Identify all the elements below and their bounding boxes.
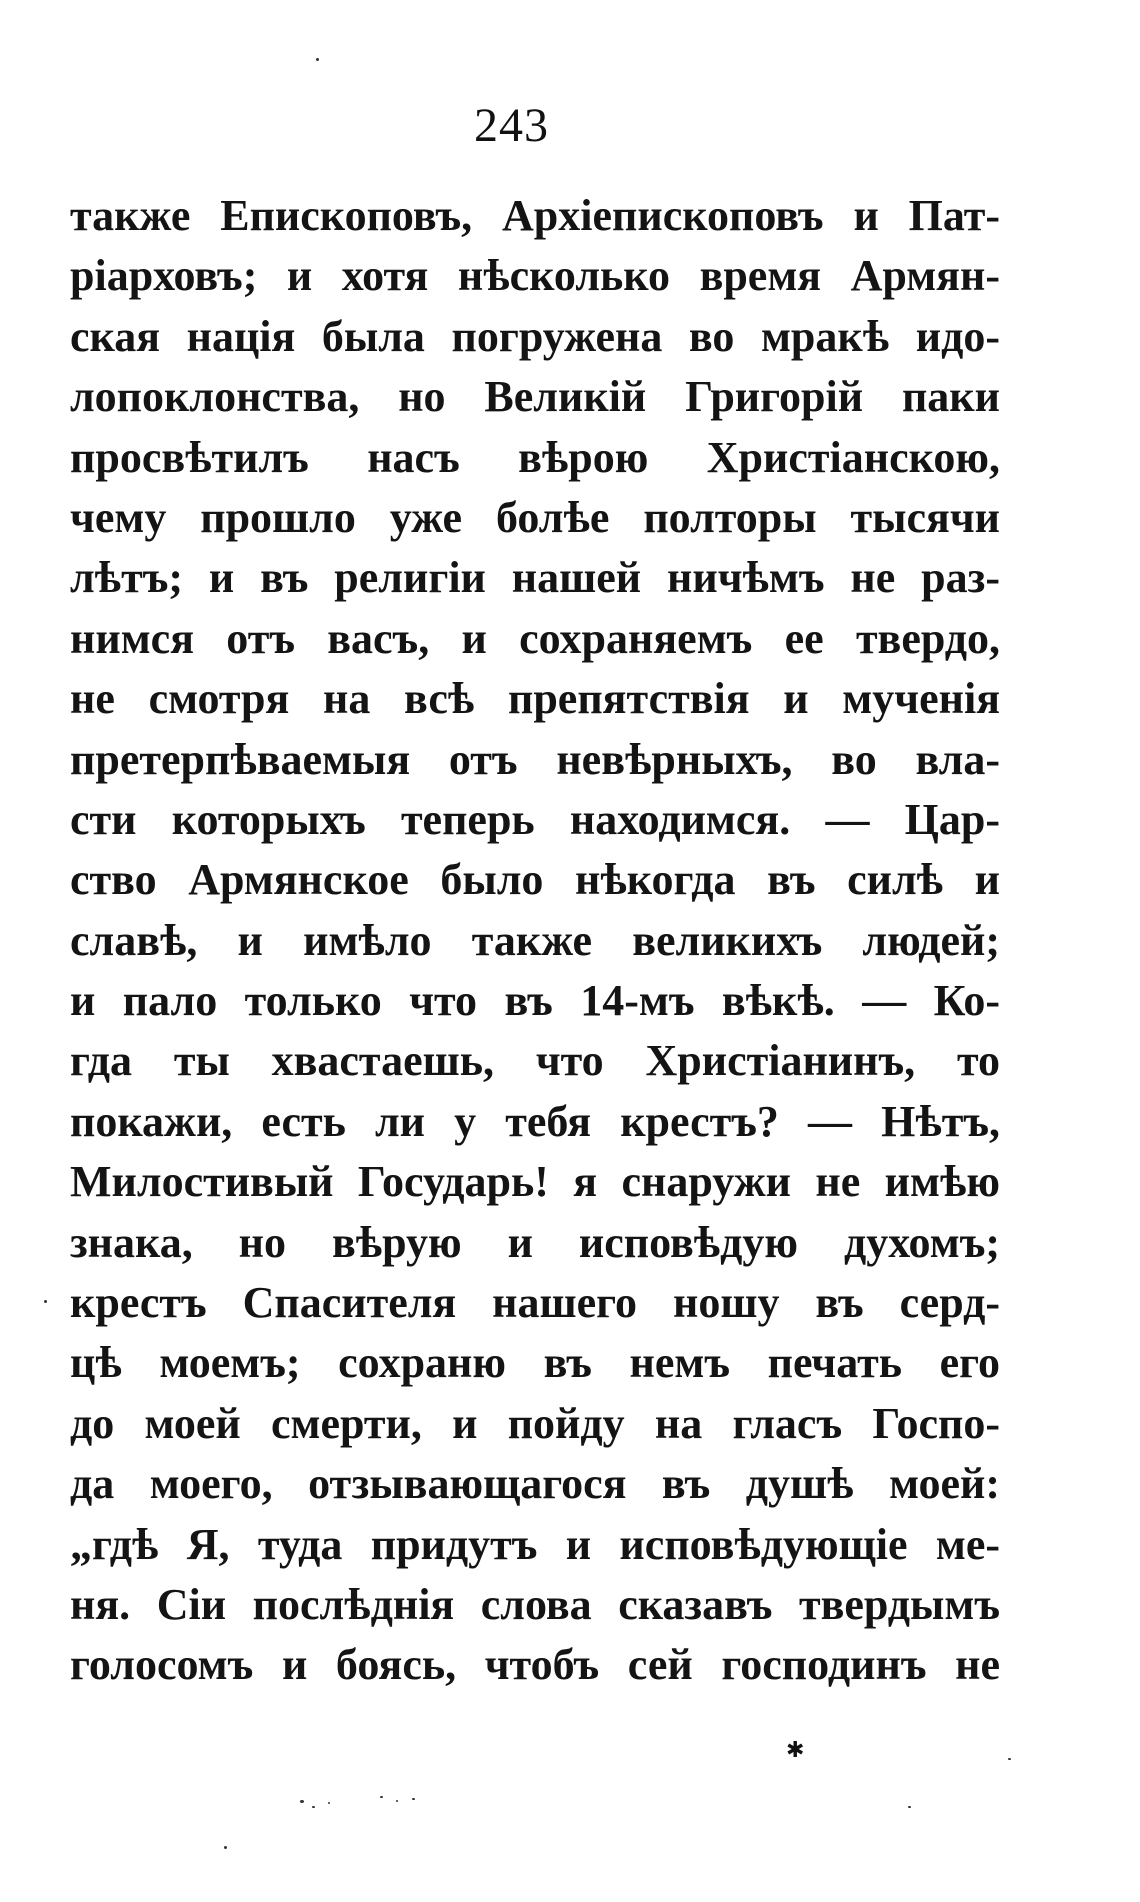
- text-line: ская нація была погружена во мракѣ идо-: [70, 311, 1000, 361]
- text-line: нимся отъ васъ, и сохраняемъ ее твердо,: [70, 613, 1000, 663]
- scan-speck: [44, 1300, 47, 1303]
- text-line: ство Армянское было нѣкогда въ силѣ и: [70, 855, 1000, 905]
- text-line: до моей смерти, и пойду на гласъ Госпо-: [70, 1398, 1000, 1448]
- text-line: цѣ моемъ; сохраню въ немъ печать его: [70, 1338, 1000, 1388]
- scan-speck: [224, 1846, 227, 1849]
- scan-speck: [396, 1800, 398, 1802]
- text-line: ріарховъ; и хотя нѣсколько время Армян-: [70, 251, 1000, 301]
- scan-speck: [412, 1798, 415, 1800]
- text-line: не смотря на всѣ препятствія и мученія: [70, 674, 1000, 724]
- text-line: гда ты хвастаешь, что Христіанинъ, то: [70, 1036, 1000, 1086]
- text-line: сти которыхъ теперь находимся. — Цар-: [70, 794, 1000, 844]
- text-line: также Епископовъ, Архіепископовъ и Пат-: [70, 191, 1000, 240]
- text-line: ня. Сіи послѣднія слова сказавъ твердымъ: [70, 1579, 1000, 1629]
- text-line: лопоклонства, но Великій Григорій паки: [70, 372, 1000, 422]
- text-line: Милостивый Государь! я снаружи не имѣю: [70, 1157, 1000, 1207]
- text-line: чему прошло уже болѣе полторы тысячи: [70, 492, 1000, 542]
- text-line: крестъ Спасителя нашего ношу въ серд-: [70, 1278, 1000, 1328]
- page-number: 243: [474, 99, 549, 152]
- scan-speck: [316, 58, 319, 61]
- page-body-text: [70, 186, 1000, 1696]
- ornament-asterisk: ✱: [786, 1738, 805, 1763]
- text-line: покажи, есть ли у тебя крестъ? — Нѣтъ,: [70, 1096, 1000, 1146]
- text-line: просвѣтилъ насъ вѣрою Христіанскою,: [70, 432, 1000, 482]
- scan-speck: [328, 1802, 330, 1804]
- scan-speck: [300, 1800, 304, 1803]
- text-line: „гдѣ Я, туда придутъ и исповѣдующіе ме-: [70, 1519, 1000, 1569]
- scan-speck: [312, 1806, 315, 1808]
- text-line: да моего, отзывающагося въ душѣ моей:: [70, 1459, 1000, 1509]
- scan-speck: [1008, 1758, 1011, 1760]
- text-line: знака, но вѣрую и исповѣдую духомъ;: [70, 1217, 1000, 1267]
- text-line: славѣ, и имѣло также великихъ людей;: [70, 915, 1000, 965]
- scan-speck: [380, 1796, 383, 1798]
- text-line: и пало только что въ 14-мъ вѣкѣ. — Ко-: [70, 976, 1000, 1026]
- text-line: лѣтъ; и въ религіи нашей ничѣмъ не раз-: [70, 553, 1000, 603]
- text-line: голосомъ и боясь, чтобъ сей господинъ не: [70, 1640, 1000, 1690]
- scan-speck: [908, 1806, 911, 1808]
- text-line: претерпѣваемыя отъ невѣрныхъ, во вла-: [70, 734, 1000, 784]
